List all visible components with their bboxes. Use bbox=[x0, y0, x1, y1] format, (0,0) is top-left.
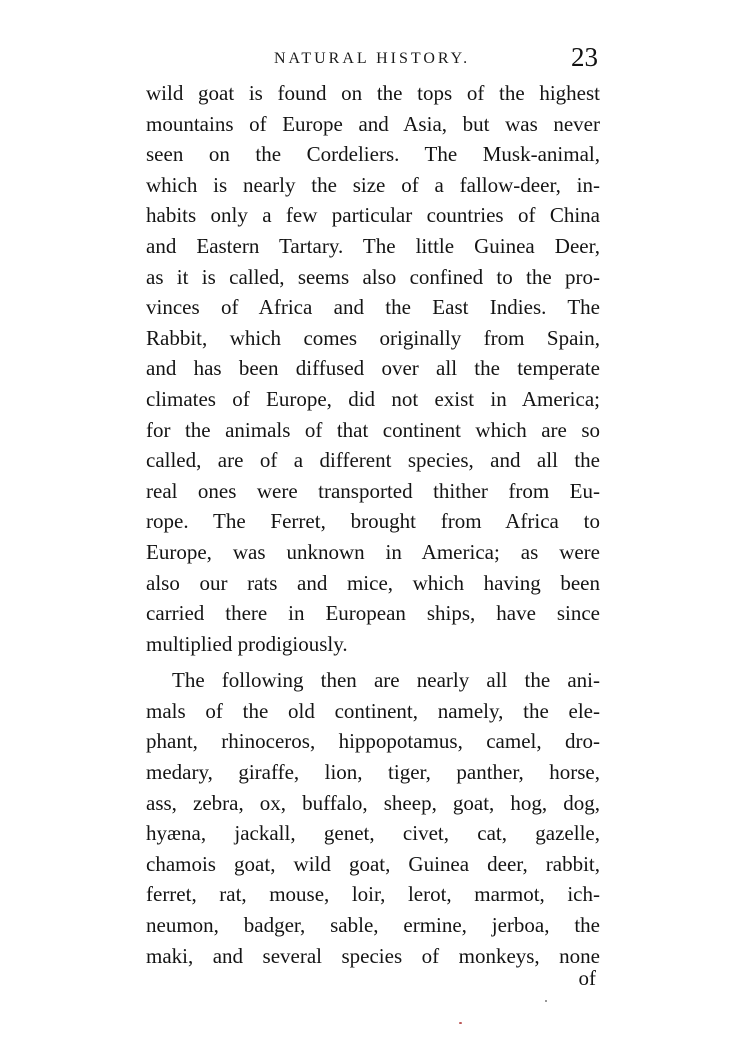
text-line: wild goat is found on the tops of the highest bbox=[146, 81, 600, 105]
paper-speck bbox=[545, 1000, 547, 1002]
text-line: seen on the Cordeliers. The Musk-animal, bbox=[146, 142, 600, 167]
text-line: phant, rhinoceros, hippopotamus, camel, dro- bbox=[146, 729, 600, 754]
running-head bbox=[146, 42, 600, 78]
text-line: hyæna, jackall, genet, civet, cat, gazelle, bbox=[146, 821, 600, 846]
text-line: The following then are nearly all the ani- bbox=[172, 668, 600, 693]
text-line: as it is called, seems also confined to the pro- bbox=[146, 264, 600, 289]
text-line: and has been diffused over all the temperate bbox=[146, 356, 600, 381]
text-line: ferret, rat, mouse, loir, lerot, marmot, ich- bbox=[146, 882, 600, 907]
text-line: Europe, was unknown in America; as were bbox=[146, 539, 600, 564]
text-line: habits only a few particular countries of China bbox=[146, 203, 600, 228]
text-line: maki, and several species of monkeys, none bbox=[146, 943, 600, 968]
text-line: vinces of Africa and the East Indies. The bbox=[146, 295, 600, 320]
text-line: neumon, badger, sable, ermine, jerboa, the bbox=[146, 913, 600, 938]
running-title: NATURAL HISTORY. bbox=[274, 50, 471, 67]
text-line: climates of Europe, did not exist in America; bbox=[146, 386, 600, 411]
text-line: real ones were transported thither from Eu- bbox=[146, 478, 600, 503]
paper-speck bbox=[459, 1022, 462, 1024]
body-text bbox=[146, 78, 600, 971]
text-line: and Eastern Tartary. The little Guinea Deer, bbox=[146, 233, 600, 258]
text-line: mountains of Europe and Asia, but was never bbox=[146, 111, 600, 136]
text-line: which is nearly the size of a fallow-deer, in- bbox=[146, 172, 600, 197]
text-line: Rabbit, which comes originally from Spain, bbox=[146, 325, 600, 350]
text-line: chamois goat, wild goat, Guinea deer, rabbit, bbox=[146, 851, 600, 876]
page-number: 23 bbox=[571, 42, 598, 72]
catchword: of bbox=[578, 966, 596, 990]
text-line: multiplied prodigiously. bbox=[146, 631, 348, 656]
text-line: also our rats and mice, which having been bbox=[146, 570, 600, 595]
text-line: rope. The Ferret, brought from Africa to bbox=[146, 509, 600, 534]
text-line: mals of the old continent, namely, the ele- bbox=[146, 698, 600, 723]
text-line: ass, zebra, ox, buffalo, sheep, goat, hog, dog, bbox=[146, 790, 600, 815]
text-line: carried there in European ships, have since bbox=[146, 601, 600, 626]
text-line: for the animals of that continent which are so bbox=[146, 417, 600, 442]
text-line: medary, giraffe, lion, tiger, panther, horse, bbox=[146, 760, 600, 785]
paragraph-1 bbox=[146, 78, 600, 659]
text-line: called, are of a different species, and all the bbox=[146, 448, 600, 473]
paragraph-2 bbox=[146, 665, 600, 971]
